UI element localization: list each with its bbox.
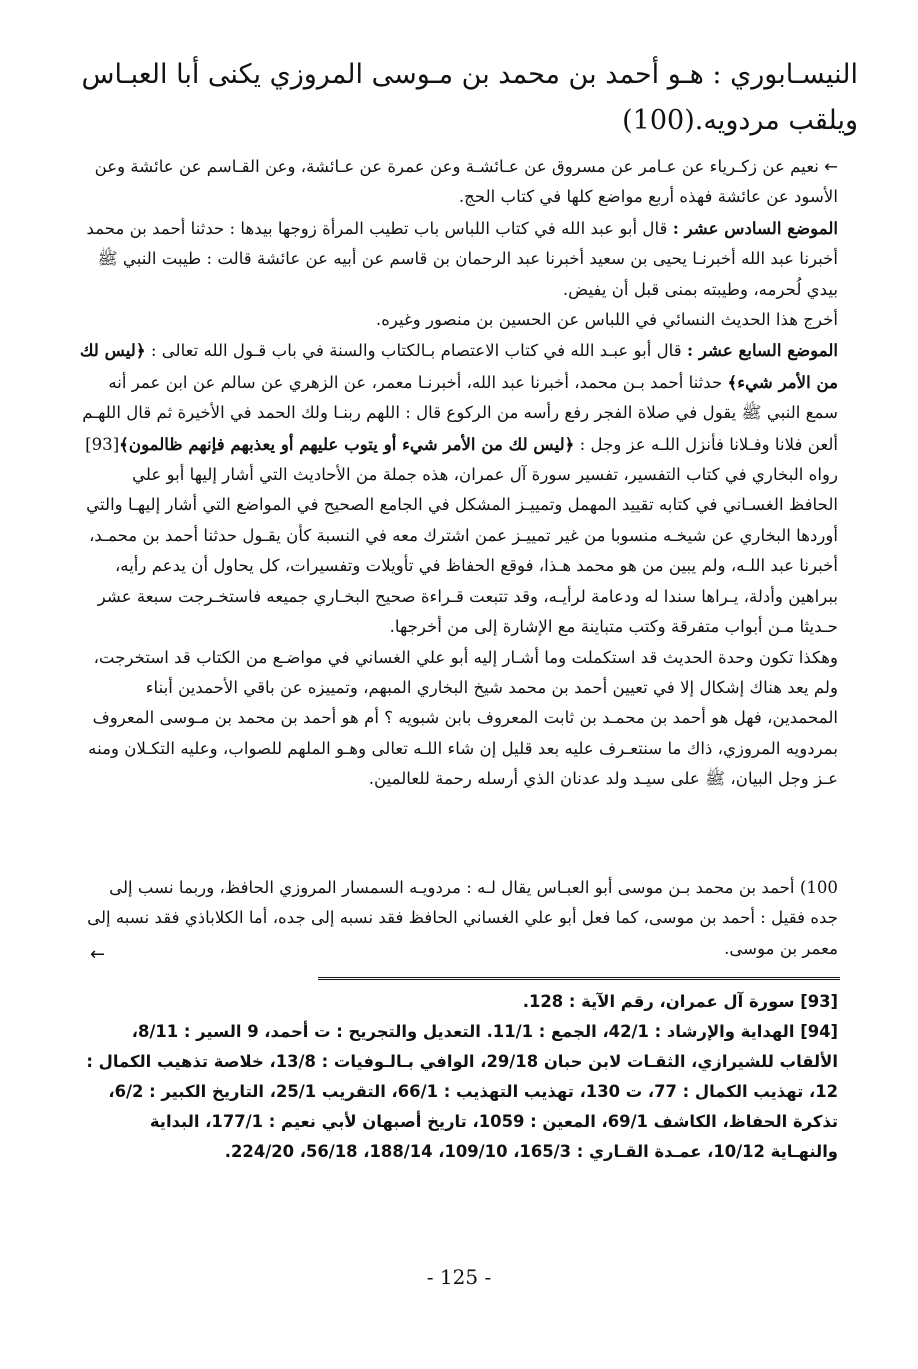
references-divider — [318, 977, 840, 980]
heading-line-2: ويلقب مردويه.(100) — [622, 105, 858, 136]
footnote-number: 100) — [799, 878, 838, 897]
paragraph-conclusion: وهكذا تكون وحدة الحديث قد استكملت وما أشـار إليه أبو علي الغساني في مواضـع من الكتاب قد استخرجت، ولم يعد هناك إشكال إلا في تعيين أحمد بن محمد شيخ البخاري المبهم، وتمييزه عن باقي الأحمدين أبناء المحمدين، فهل هو أحمد بن محمـد بن ثابت المعروف بابن شبويه ؟ أم هو أحمد بن محمد بن مـوسى المعروف بمردويه المروزي، ذاك ما سنتعـرف عليه بعد قليل إن شاء اللـه تعالى وهـو الملهم للصواب، وعليه التكـلان ومنه عـز وجل البيان، ﷺ على سيـد ولد عدنان الذي أرسله رحمة للعالمين. — [88, 647, 838, 789]
quran-quote-1: ﴿ليس لك من الأمر شيء﴾ — [79, 340, 838, 392]
paragraph-1: نعيم عن زكـرياء عن عـامر عن مسروق عن عـائشـة وعن عمرة عن عـائشة، وعن القـاسم عن عائشة وعن الأسود عن عائشة فهذه أربع مواضع كلها في كتاب الحج. — [94, 157, 838, 207]
section-text-17b: حدثنا أحمد بـن محمد، أخبرنا عبد الله، أخبرنـا معمر، عن الزهري عن سالم عن ابن عمر أنه سمع النبي ﷺ يقول في صلاة الفجر رفع رأسه من الركوع قال : اللهم ربنـا ولك الحمد في الأخيرة ثم قال اللهـم ألعن فلانا وفـلانا فأنزل اللـه عز وجل : — [82, 372, 838, 454]
section-label-17: الموضع السابع عشر : — [686, 340, 838, 361]
section-text-17a: قال أبو عبـد الله في كتاب الاعتصام بـالكتاب والسنة في باب قـول الله تعالى : — [150, 341, 682, 361]
section-text-16: قال أبو عبد الله في كتاب اللباس باب تطيب المرأة زوجها بيدها : حدثنا أحمد بن محمد أخبرنا عبد الله أخبرنـا يحيى بن سعيد أخبرنا عبد الرحمان بن قاسم عن أبيه عن عائشة قالت : طيبت النبي ﷺ بيدي لُحرمه، وطيبته بمنى قبل أن يفيض. — [86, 218, 838, 299]
reference-label: [93] — [800, 992, 838, 1011]
reference-text: الهداية والإرشاد : 42/1، الجمع : 11/1. التعديل والتجريح : ت أحمد، 9 السير : 8/11، الألقاب للشيرازي، الثقـات لابن حبان 29/18، الوافي بـالـوفيات : 13/8، خلاصة تذهيب الكمال : 12، تهذيب الكمال : 77، ت 130، تهذيب التهذيب : 66/1، التقريب 25/1، التاريخ الكبير : 6/2، تذكرة الحفاظ، الكاشف 69/1، المعين : 1059، تاريخ أصبهان لأبي نعيم : 177/1، البداية والنهـاية 10/12، عمـدة القـاري : 165/3، 109/10، 188/14، 56/18، 224/20. — [86, 1022, 838, 1161]
reference-item — [78, 987, 838, 1017]
paragraph-continuation — [78, 152, 838, 213]
quran-quote-2: ﴿ليس لك من الأمر شيء أو يتوب عليهم أو يعذبهم فإنهم ظالمون﴾ — [119, 433, 575, 454]
footnote-100 — [78, 873, 838, 964]
footnote-text: أحمد بن محمد بـن موسى أبو العبـاس يقال لـه : مردويـه السمسار المروزي الحافظ، وربما نسب إلى جده فقيل : أحمد بن موسى، كما فعل أبو علي الغساني الحافظ فقد نسبه إلى جده، أما الكلاباذي فقد نسبه إلى معمر بن موسى. — [87, 878, 838, 958]
continuation-arrow-icon: ← — [824, 157, 838, 176]
reference-item — [78, 1017, 838, 1167]
page-number: - 125 - — [426, 1265, 492, 1289]
main-text — [78, 152, 838, 795]
paragraph-place-16 — [78, 213, 838, 305]
reference-text: سورة آل عمران، رقم الآية : 128. — [522, 992, 795, 1011]
section-label-16: الموضع السادس عشر : — [672, 217, 838, 238]
heading-line-1: النيسـابوري : هـو أحمد بن محمد بن مـوسى المروزي يكنى أبا العبـاس — [81, 59, 858, 90]
continue-arrow-icon: ← — [90, 944, 106, 965]
paragraph-place-17 — [78, 335, 838, 460]
page-heading — [78, 52, 858, 144]
paragraph-nasai: أخرج هذا الحديث النسائي في اللباس عن الحسين بن منصور وغيره. — [375, 310, 838, 330]
reference-marker-93: [93] — [85, 434, 120, 454]
reference-label: [94] — [800, 1022, 838, 1041]
paragraph-bukhari: رواه البخاري في كتاب التفسير، تفسير سورة آل عمران، هذه جملة من الأحاديث التي أشار إليها أبو علي الحافظ الغسـاني في كتابه تقييد المهمل وتمييـز المشكل في الجامع الصحيح في المواضع التي أشار إليهـا والتي أوردها البخاري عن شيخـه منسوبا من غير تمييـز عمن اشترك معه في النسبة كأن يقـول حدثنا أحمد بن محمـد، أخبرنا عبد اللـه، ولم يبين من هو محمد هـذا، فوقع الحفاظ في تأويلات وتفسيرات، كل يحاول أن يدعم رأيه، ببراهين وأدلة، يـراها سندا له ودعامة لرأيـه، وقد تتبعت قـراءة صحيح البخـاري جميعه فاستخـرجت سبعة عشر حـديثا مـن أبواب متفرقة وكتب متباينة مع الإشارة إلى من أخرجها. — [86, 465, 838, 637]
references-list — [78, 987, 838, 1167]
